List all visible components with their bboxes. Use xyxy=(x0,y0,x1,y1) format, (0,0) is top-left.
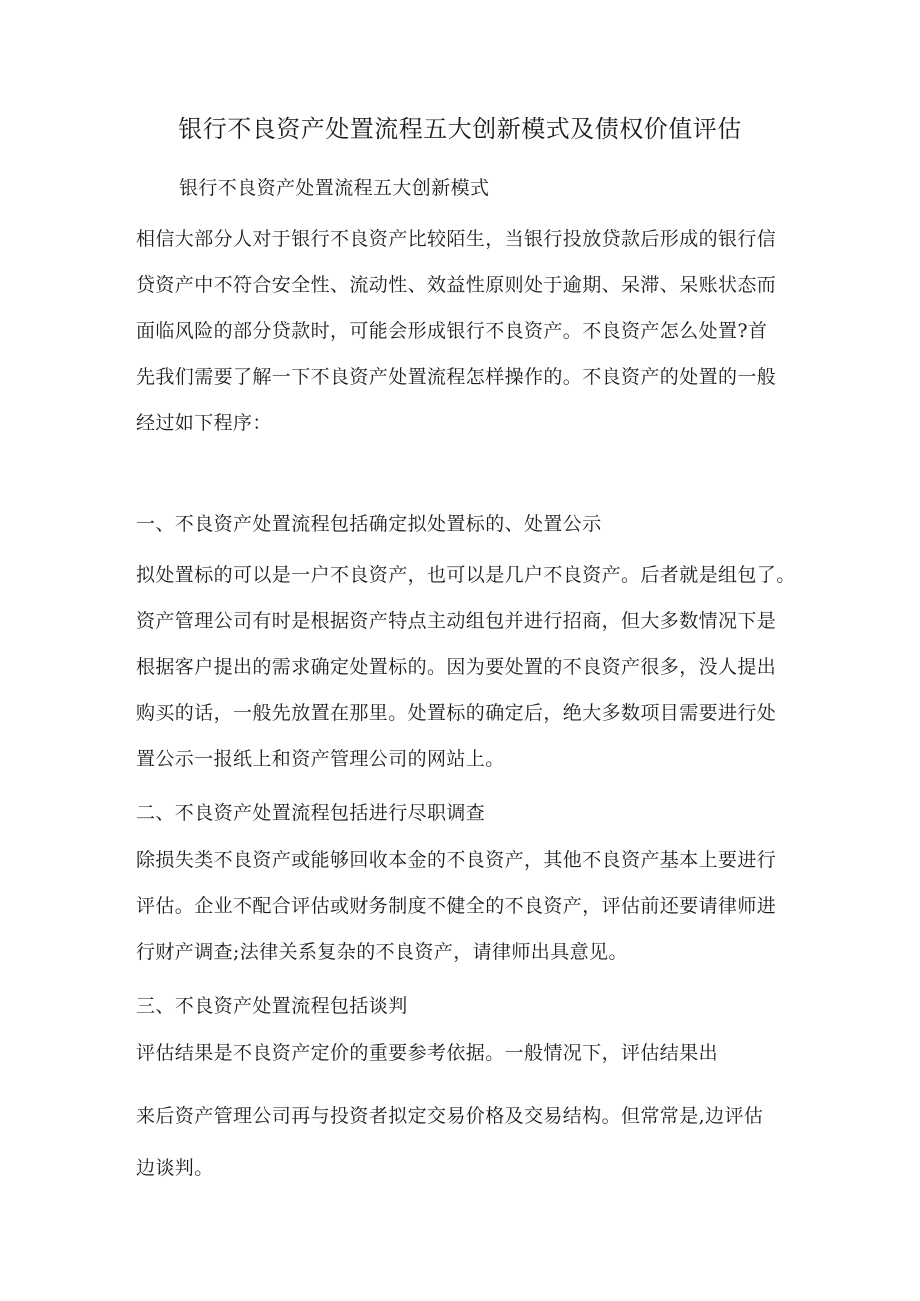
text-line: 贷资产中不符合安全性、流动性、效益性原则处于逾期、呆滞、呆账状态而 xyxy=(136,274,777,296)
text-line: 评估结果是不良资产定价的重要参考依据。一般情况下，评估结果出 xyxy=(136,1042,719,1064)
intro-paragraph xyxy=(136,216,796,446)
text-line: 来后资产管理公司再与投资者拟定交易价格及交易结构。但常常是,边评估 xyxy=(136,1105,764,1127)
text-line: 面临风险的部分贷款时，可能会形成银行不良资产。不良资产怎么处置?首 xyxy=(136,320,768,342)
section3-heading: 三、不良资产处置流程包括谈判 xyxy=(136,995,408,1017)
section3-paragraph xyxy=(136,1090,796,1194)
section1-paragraph xyxy=(136,552,796,782)
text-line: 置公示一报纸上和资产管理公司的网站上。 xyxy=(136,748,505,770)
text-line: 购买的话，一般先放置在那里。处置标的确定后，绝大多数项目需要进行处 xyxy=(136,702,777,724)
document-title: 银行不良资产处置流程五大创新模式及债权价值评估 xyxy=(178,115,742,143)
text-line: 评估。企业不配合评估或财务制度不健全的不良资产，评估前还要请律师进 xyxy=(136,895,777,917)
section3-first-line xyxy=(136,1030,796,1076)
text-line: 拟处置标的可以是一户不良资产，也可以是几户不良资产。后者就是组包了。 xyxy=(136,564,796,586)
text-line: 边谈判。 xyxy=(136,1157,214,1179)
section1-heading: 一、不良资产处置流程包括确定拟处置标的、处置公示 xyxy=(136,513,602,535)
section2-heading: 二、不良资产处置流程包括进行尽职调查 xyxy=(136,802,486,824)
text-line: 资产管理公司有时是根据资产特点主动组包并进行招商，但大多数情况下是 xyxy=(136,610,777,632)
text-line: 经过如下程序： xyxy=(136,412,272,434)
text-line: 相信大部分人对于银行不良资产比较陌生，当银行投放贷款后形成的银行信 xyxy=(136,228,777,250)
text-line: 行财产调查;法律关系复杂的不良资产，请律师出具意见。 xyxy=(136,941,628,963)
section2-paragraph xyxy=(136,837,796,975)
text-line: 先我们需要了解一下不良资产处置流程怎样操作的。不良资产的处置的一般 xyxy=(136,366,777,388)
document-subtitle: 银行不良资产处置流程五大创新模式 xyxy=(179,177,490,199)
text-line: 除损失类不良资产或能够回收本金的不良资产，其他不良资产基本上要进行 xyxy=(136,849,777,871)
text-line: 根据客户提出的需求确定处置标的。因为要处置的不良资产很多，没人提出 xyxy=(136,656,777,678)
